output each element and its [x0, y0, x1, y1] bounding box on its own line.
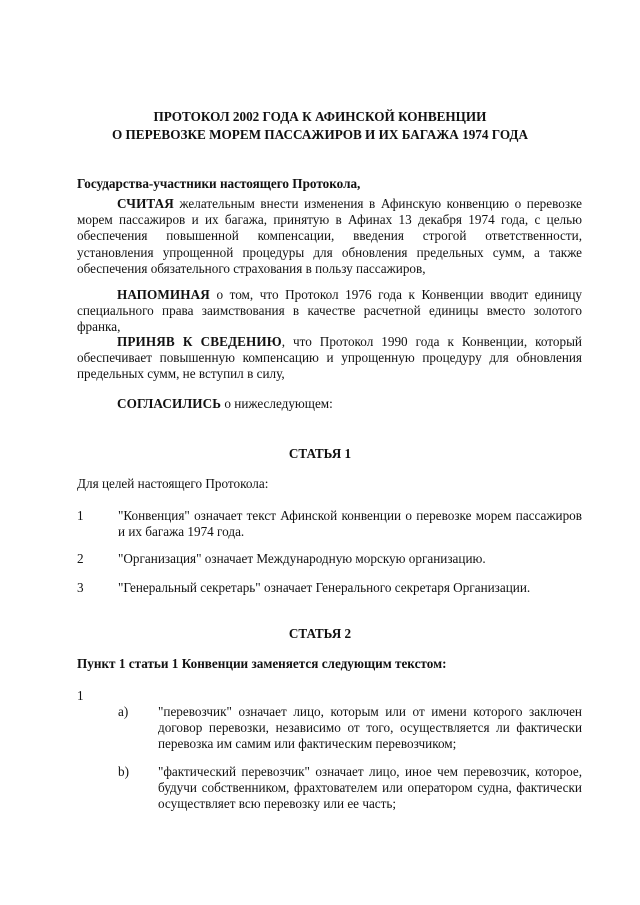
- article-2-subitem-label: b): [118, 764, 129, 779]
- article-1-item-number: 3: [77, 580, 84, 595]
- article-2-intro: Пункт 1 статьи 1 Конвенции заменяется следующим текстом:: [77, 656, 447, 671]
- article-2-heading: СТАТЬЯ 2: [288, 626, 352, 641]
- article-1-item-number: 1: [77, 508, 84, 523]
- document-title: [0, 108, 640, 144]
- title-line-1: ПРОТОКОЛ 2002 ГОДА К АФИНСКОЙ КОНВЕНЦИИ: [153, 109, 487, 124]
- article-1-heading: СТАТЬЯ 1: [288, 446, 352, 461]
- preamble-text-4: о нижеследующем:: [221, 396, 333, 411]
- preamble-intro: Государства-участники настоящего Протокола,: [77, 176, 361, 191]
- preamble-lead-1: СЧИТАЯ: [117, 196, 174, 211]
- article-2-subitem-label: a): [118, 704, 129, 719]
- preamble-paragraph-3: [77, 334, 582, 383]
- preamble-paragraph-1: [77, 196, 582, 277]
- article-1-item-text: "Генеральный секретарь" означает Генерального секретаря Организации.: [118, 580, 531, 595]
- preamble-lead-3: ПРИНЯВ К СВЕДЕНИЮ: [117, 334, 282, 349]
- preamble-lead-4: СОГЛАСИЛИСЬ: [117, 396, 222, 411]
- article-2-subitem-text: "перевозчик" означает лицо, которым или от имени которого заключен договор перевозки, независимо от того, осуществляется ли фактически перевозка им самим или фактическим перевозчиком;: [158, 704, 582, 752]
- title-line-2: О ПЕРЕВОЗКЕ МОРЕМ ПАССАЖИРОВ И ИХ БАГАЖА 1974 ГОДА: [111, 127, 529, 142]
- preamble-text-1: желательным внести изменения в Афинскую конвенцию о перевозке морем пассажиров и их багажа, принятую в Афинах 13 декабря 1974 года, с целью обеспечения повышенной компенсации, введения строгой ответственности, установления упрощенной процедуры для обновления предельных сумм, а также обеспечения обязательного страхования в пользу пассажиров,: [77, 196, 582, 276]
- preamble-paragraph-2: [77, 287, 582, 336]
- preamble-paragraph-4: [77, 396, 582, 412]
- article-1-intro: Для целей настоящего Протокола:: [77, 476, 269, 491]
- preamble-lead-2: НАПОМИНАЯ: [117, 287, 210, 302]
- article-1-item-text: "Организация" означает Международную морскую организацию.: [118, 551, 486, 566]
- article-2-subitem-text: "фактический перевозчик" означает лицо, иное чем перевозчик, которое, будучи собственником, фрахтователем или оператором судна, фактически осуществляет всю перевозку или ее часть;: [158, 764, 582, 812]
- article-1-item-text: "Конвенция" означает текст Афинской конвенции о перевозке морем пассажиров и их багажа 1974 года.: [118, 508, 582, 540]
- preamble-text-2: о том, что Протокол 1976 года к Конвенции вводит единицу специального права заимствования в качестве расчетной единицы вместо золотого франка,: [77, 287, 582, 335]
- article-2-item-number: 1: [77, 688, 84, 703]
- preamble-text-3: , что Протокол 1990 года к Конвенции, который обеспечивает повышенную компенсацию и упрощенную процедуру для обновления предельных сумм, не вступил в силу,: [77, 334, 582, 382]
- article-1-item-number: 2: [77, 551, 84, 566]
